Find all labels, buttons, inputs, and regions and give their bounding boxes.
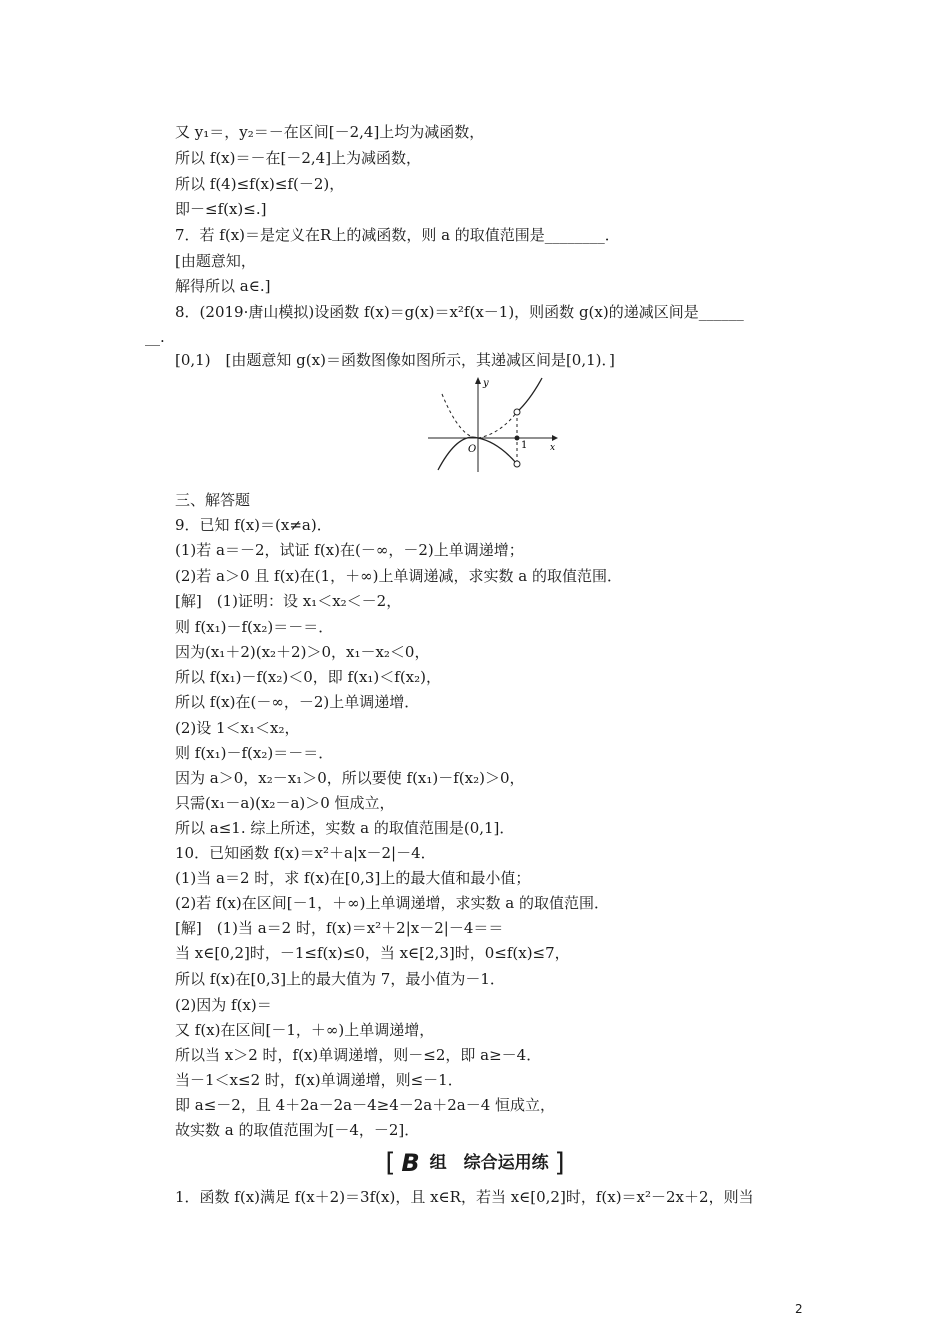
one-label: 1: [521, 440, 528, 451]
text-line: (2)若 a＞0 且 f(x)在(1，＋∞)上单调递减，求实数 a 的取值范围．: [175, 567, 622, 585]
question-8: 8．(2019·唐山模拟)设函数 f(x)＝g(x)＝x²f(x－1)，则函数 g(x)的递减区间是______: [175, 303, 744, 321]
open-circle-top: [514, 409, 520, 415]
bracket-left: [: [385, 1148, 396, 1178]
x-label: x: [550, 443, 556, 453]
text-line: 因为(x₁＋2)(x₂＋2)＞0，x₁－x₂＜0，: [175, 643, 430, 661]
y-axis-arrow: [475, 377, 481, 384]
question-7: 7．若 f(x)＝是定义在R上的减函数，则 a 的取值范围是________．: [175, 226, 620, 244]
answer-8: [0,1) [由题意知 g(x)＝函数图像如图所示，其递减区间是[0,1)．]: [175, 351, 615, 369]
section-heading: 三、解答题: [175, 491, 251, 509]
dashed-middle: [478, 412, 517, 438]
y-label: y: [483, 378, 489, 389]
text-line: 解得所以 a∈.]: [175, 277, 271, 295]
text-line: 又 y₁＝，y₂＝－在区间[－2,4]上均为减函数，: [175, 123, 485, 141]
question-10: 10．已知函数 f(x)＝x²＋a|x－2|－4．: [175, 844, 436, 862]
dashed-left: [442, 394, 478, 438]
page-number: 2: [795, 1302, 803, 1316]
text-line: (1)若 a＝－2，试证 f(x)在(－∞，－2)上单调递增；: [175, 541, 524, 559]
curve-middle: [478, 438, 517, 464]
text-line: 当－1＜x≤2 时，f(x)单调递增，则≤－1．: [175, 1071, 463, 1089]
text-line: [解] (1)证明：设 x₁＜x₂＜－2，: [175, 592, 402, 610]
text-line: 即－≤f(x)≤.]: [175, 200, 267, 218]
text-line: 所以 a≤1. 综上所述，实数 a 的取值范围是(0,1]．: [175, 819, 515, 837]
text-line: 所以 f(x)在[0,3]上的最大值为 7，最小值为－1．: [175, 970, 505, 988]
text-line: 所以当 x＞2 时，f(x)单调递增，则－≤2，即 a≥－4．: [175, 1046, 542, 1064]
curve-right: [517, 378, 542, 412]
text-line: 所以 f(4)≤f(x)≤f(－2)，: [175, 175, 345, 193]
point-one: [515, 436, 520, 441]
bracket-right: ]: [554, 1148, 565, 1178]
origin-label: O: [468, 444, 477, 455]
function-graph: [420, 372, 560, 476]
text-line: (2)因为 f(x)＝: [175, 996, 272, 1014]
text-line: (2)若 f(x)在区间[－1，＋∞)上单调递增，求实数 a 的取值范围．: [175, 894, 609, 912]
group-title: 组 综合运用练: [429, 1153, 549, 1173]
text-line: 所以 f(x₁)－f(x₂)＜0，即 f(x₁)＜f(x₂)，: [175, 668, 441, 686]
text-line: 则 f(x₁)－f(x₂)＝－＝．: [175, 744, 334, 762]
group-letter: B: [401, 1149, 420, 1177]
text-line: 则 f(x₁)－f(x₂)＝－＝．: [175, 618, 334, 636]
x-axis-arrow: [552, 435, 558, 441]
text-line: 因为 a＞0，x₂－x₁＞0，所以要使 f(x₁)－f(x₂)＞0，: [175, 769, 525, 787]
text-line: 故实数 a 的取值范围为[－4，－2]．: [175, 1121, 420, 1139]
group-b-heading: [0, 1148, 950, 1178]
text-line: 即 a≤－2，且 4＋2a－2a－4≥4－2a＋2a－4 恒成立，: [175, 1096, 556, 1114]
text-line: [由题意知，: [175, 252, 256, 270]
text-line: (1)当 a＝2 时，求 f(x)在[0,3]上的最大值和最小值；: [175, 869, 531, 887]
text-line: __.: [145, 328, 165, 346]
text-line: [解] (1)当 a＝2 时，f(x)＝x²＋2|x－2|－4＝＝: [175, 919, 504, 937]
text-line: 所以 f(x)＝－在[－2,4]上为减函数，: [175, 149, 422, 167]
text-line: 当 x∈[0,2]时，－1≤f(x)≤0，当 x∈[2,3]时，0≤f(x)≤7，: [175, 944, 570, 962]
text-line: 又 f(x)在区间[－1，＋∞)上单调递增，: [175, 1021, 435, 1039]
text-line: (2)设 1＜x₁＜x₂，: [175, 719, 300, 737]
text-line: 所以 f(x)在(－∞，－2)上单调递增．: [175, 693, 420, 711]
open-circle-bottom: [514, 461, 520, 467]
text-line: 只需(x₁－a)(x₂－a)＞0 恒成立，: [175, 794, 395, 812]
question-9: 9．已知 f(x)＝(x≠a)．: [175, 516, 332, 534]
question-b1: 1．函数 f(x)满足 f(x＋2)＝3f(x)，且 x∈R，若当 x∈[0,2]时，f(x)＝x²－2x＋2，则当: [175, 1188, 754, 1206]
